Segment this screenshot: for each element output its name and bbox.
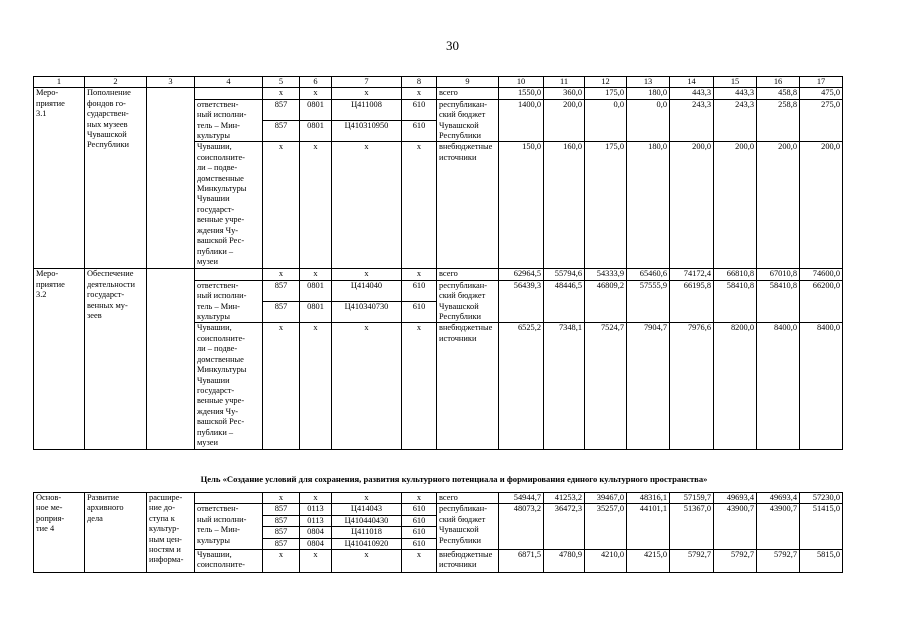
- year-value-cell: 200,0: [800, 142, 843, 269]
- column-number-cell: 5: [263, 77, 300, 88]
- table-row: [34, 269, 843, 280]
- grbs-code-cell: 857: [263, 504, 300, 515]
- source-label-cell: республикан- ский бюджет Чувашской Республики: [437, 504, 499, 550]
- executor-cell: Чувашии, соисполните-: [195, 550, 263, 573]
- year-value-cell: 67010,8: [757, 269, 800, 280]
- section-code-cell: x: [300, 269, 332, 280]
- section-code-cell: 0113: [300, 504, 332, 515]
- target-article-cell: Ц410440430: [332, 515, 402, 526]
- section-code-cell: x: [300, 142, 332, 269]
- year-value-cell: 360,0: [544, 88, 585, 99]
- source-label-cell: внебюджетные источники: [437, 142, 499, 269]
- year-value-cell: 180,0: [627, 142, 670, 269]
- year-value-cell: 1550,0: [499, 88, 544, 99]
- expense-type-cell: 610: [402, 515, 437, 526]
- year-value-cell: 57230,0: [800, 493, 843, 504]
- year-value-cell: 243,3: [670, 99, 714, 142]
- grbs-code-cell: 857: [263, 121, 300, 142]
- year-value-cell: 258,8: [757, 99, 800, 142]
- column-number-cell: 10: [499, 77, 544, 88]
- year-value-cell: 175,0: [585, 88, 627, 99]
- page-number: 30: [446, 38, 459, 53]
- executor-cell: ответствен- ный исполни- тель – Мин- культуры: [195, 504, 263, 550]
- program-table-part-1: [33, 76, 843, 450]
- year-value-cell: 0,0: [627, 99, 670, 142]
- year-value-cell: 57159,7: [670, 493, 714, 504]
- section-code-cell: x: [300, 550, 332, 573]
- year-value-cell: 54333,9: [585, 269, 627, 280]
- source-label-cell: республикан- ский бюджет Чувашской Республики: [437, 280, 499, 323]
- year-value-cell: 443,3: [670, 88, 714, 99]
- executor-cell: Чувашии, соисполните- ли – подве- домственные Минкультуры Чувашии государст- венные учре- ждения Чу- вашской Рес- публики – музеи: [195, 323, 263, 450]
- grbs-code-cell: x: [263, 493, 300, 504]
- year-value-cell: 275,0: [800, 99, 843, 142]
- year-value-cell: 1400,0: [499, 99, 544, 142]
- year-value-cell: 54944,7: [499, 493, 544, 504]
- target-article-cell: x: [332, 323, 402, 450]
- executor-blank-cell: [195, 88, 263, 99]
- target-article-cell: x: [332, 550, 402, 573]
- section-code-cell: x: [300, 323, 332, 450]
- year-value-cell: 443,3: [714, 88, 757, 99]
- expense-type-cell: x: [402, 493, 437, 504]
- year-value-cell: 7524,7: [585, 323, 627, 450]
- expense-type-cell: x: [402, 269, 437, 280]
- year-value-cell: 4215,0: [627, 550, 670, 573]
- target-article-cell: Ц410410920: [332, 538, 402, 549]
- target-article-cell: Ц411008: [332, 99, 402, 120]
- year-value-cell: 49693,4: [757, 493, 800, 504]
- year-value-cell: 48446,5: [544, 280, 585, 323]
- grbs-code-cell: x: [263, 323, 300, 450]
- year-value-cell: 6525,2: [499, 323, 544, 450]
- section-code-cell: 0113: [300, 515, 332, 526]
- section-code-cell: 0801: [300, 302, 332, 323]
- year-value-cell: 180,0: [627, 88, 670, 99]
- program-table-part-2: [33, 492, 843, 573]
- column-number-row: [34, 77, 843, 88]
- executor-cell: ответствен- ный исполни- тель – Мин- культуры: [195, 280, 263, 323]
- year-value-cell: 150,0: [499, 142, 544, 269]
- grbs-code-cell: x: [263, 550, 300, 573]
- target-article-cell: Ц410340730: [332, 302, 402, 323]
- expense-type-cell: 610: [402, 121, 437, 142]
- column-number-cell: 2: [85, 77, 147, 88]
- year-value-cell: 43900,7: [714, 504, 757, 550]
- year-value-cell: 5792,7: [757, 550, 800, 573]
- year-value-cell: 5792,7: [670, 550, 714, 573]
- column-number-cell: 11: [544, 77, 585, 88]
- executor-cell: ответствен- ный исполни- тель – Мин- культуры: [195, 99, 263, 142]
- year-value-cell: 4210,0: [585, 550, 627, 573]
- target-article-cell: Ц410310950: [332, 121, 402, 142]
- year-value-cell: 458,8: [757, 88, 800, 99]
- executor-blank-cell: [195, 269, 263, 280]
- year-value-cell: 200,0: [544, 99, 585, 142]
- target-article-cell: Ц411018: [332, 527, 402, 538]
- expense-type-cell: 610: [402, 504, 437, 515]
- year-value-cell: 43900,7: [757, 504, 800, 550]
- target-article-cell: x: [332, 269, 402, 280]
- goal-heading: Цель «Создание условий для сохранения, развития культурного потенциала и формирования единого культурного пространства»: [200, 474, 708, 484]
- year-value-cell: 49693,4: [714, 493, 757, 504]
- target-article-cell: x: [332, 88, 402, 99]
- expense-type-cell: 610: [402, 538, 437, 549]
- section-code-cell: x: [300, 88, 332, 99]
- section-code-cell: 0801: [300, 280, 332, 301]
- activity-goal-cell: [147, 269, 195, 450]
- expense-type-cell: 610: [402, 527, 437, 538]
- year-value-cell: 55794,6: [544, 269, 585, 280]
- target-article-cell: Ц414043: [332, 504, 402, 515]
- expense-type-cell: x: [402, 142, 437, 269]
- section-code-cell: x: [300, 493, 332, 504]
- target-article-cell: Ц414040: [332, 280, 402, 301]
- target-article-cell: x: [332, 493, 402, 504]
- source-label-cell: внебюджетные источники: [437, 550, 499, 573]
- column-number-cell: 1: [34, 77, 85, 88]
- year-value-cell: 5792,7: [714, 550, 757, 573]
- grbs-code-cell: 857: [263, 302, 300, 323]
- column-number-cell: 15: [714, 77, 757, 88]
- activity-id-cell: Меро- приятие 3.1: [34, 88, 85, 269]
- year-value-cell: 48073,2: [499, 504, 544, 550]
- column-number-cell: 6: [300, 77, 332, 88]
- year-value-cell: 200,0: [714, 142, 757, 269]
- activity-name-cell: Развитие архивного дела: [85, 493, 147, 573]
- year-value-cell: 243,3: [714, 99, 757, 142]
- year-value-cell: 475,0: [800, 88, 843, 99]
- year-value-cell: 7348,1: [544, 323, 585, 450]
- year-value-cell: 74600,0: [800, 269, 843, 280]
- year-value-cell: 65460,6: [627, 269, 670, 280]
- column-number-cell: 17: [800, 77, 843, 88]
- expense-type-cell: x: [402, 323, 437, 450]
- year-value-cell: 7904,7: [627, 323, 670, 450]
- activity-id-cell: Основ- ное ме- роприя- тие 4: [34, 493, 85, 573]
- grbs-code-cell: 857: [263, 527, 300, 538]
- source-label-cell: всего: [437, 88, 499, 99]
- column-number-cell: 4: [195, 77, 263, 88]
- year-value-cell: 8400,0: [800, 323, 843, 450]
- expense-type-cell: x: [402, 550, 437, 573]
- year-value-cell: 8400,0: [757, 323, 800, 450]
- expense-type-cell: 610: [402, 280, 437, 301]
- year-value-cell: 66810,8: [714, 269, 757, 280]
- column-number-cell: 12: [585, 77, 627, 88]
- grbs-code-cell: x: [263, 88, 300, 99]
- year-value-cell: 7976,6: [670, 323, 714, 450]
- grbs-code-cell: 857: [263, 538, 300, 549]
- expense-type-cell: x: [402, 88, 437, 99]
- executor-blank-cell: [195, 493, 263, 504]
- expense-type-cell: 610: [402, 302, 437, 323]
- source-label-cell: всего: [437, 269, 499, 280]
- year-value-cell: 66195,8: [670, 280, 714, 323]
- column-number-cell: 9: [437, 77, 499, 88]
- activity-goal-cell: расшире- ние до- ступа к культур- ным цен- ностям и информа-: [147, 493, 195, 573]
- year-value-cell: 200,0: [670, 142, 714, 269]
- year-value-cell: 51367,0: [670, 504, 714, 550]
- table-row: [34, 88, 843, 99]
- year-value-cell: 58410,8: [757, 280, 800, 323]
- column-number-cell: 16: [757, 77, 800, 88]
- year-value-cell: 66200,0: [800, 280, 843, 323]
- section-code-cell: 0801: [300, 99, 332, 120]
- year-value-cell: 200,0: [757, 142, 800, 269]
- column-number-cell: 3: [147, 77, 195, 88]
- year-value-cell: 44101,1: [627, 504, 670, 550]
- year-value-cell: 39467,0: [585, 493, 627, 504]
- year-value-cell: 0,0: [585, 99, 627, 142]
- activity-name-cell: Пополнение фондов го- сударствен- ных музеев Чувашской Республики: [85, 88, 147, 269]
- grbs-code-cell: 857: [263, 99, 300, 120]
- grbs-code-cell: x: [263, 269, 300, 280]
- year-value-cell: 6871,5: [499, 550, 544, 573]
- expense-type-cell: 610: [402, 99, 437, 120]
- year-value-cell: 62964,5: [499, 269, 544, 280]
- year-value-cell: 74172,4: [670, 269, 714, 280]
- year-value-cell: 51415,0: [800, 504, 843, 550]
- target-article-cell: x: [332, 142, 402, 269]
- activity-id-cell: Меро- приятие 3.2: [34, 269, 85, 450]
- section-code-cell: 0801: [300, 121, 332, 142]
- year-value-cell: 35257,0: [585, 504, 627, 550]
- section-code-cell: 0804: [300, 527, 332, 538]
- column-number-cell: 14: [670, 77, 714, 88]
- column-number-cell: 8: [402, 77, 437, 88]
- year-value-cell: 56439,3: [499, 280, 544, 323]
- year-value-cell: 175,0: [585, 142, 627, 269]
- table-row: [34, 493, 843, 504]
- year-value-cell: 58410,8: [714, 280, 757, 323]
- activity-name-cell: Обеспечение деятельности государст- венных му- зеев: [85, 269, 147, 450]
- year-value-cell: 160,0: [544, 142, 585, 269]
- source-label-cell: республикан- ский бюджет Чувашской Республики: [437, 99, 499, 142]
- grbs-code-cell: x: [263, 142, 300, 269]
- year-value-cell: 46809,2: [585, 280, 627, 323]
- section-code-cell: 0804: [300, 538, 332, 549]
- column-number-cell: 7: [332, 77, 402, 88]
- year-value-cell: 41253,2: [544, 493, 585, 504]
- activity-goal-cell: [147, 88, 195, 269]
- year-value-cell: 48316,1: [627, 493, 670, 504]
- source-label-cell: всего: [437, 493, 499, 504]
- grbs-code-cell: 857: [263, 515, 300, 526]
- year-value-cell: 8200,0: [714, 323, 757, 450]
- year-value-cell: 5815,0: [800, 550, 843, 573]
- year-value-cell: 36472,3: [544, 504, 585, 550]
- grbs-code-cell: 857: [263, 280, 300, 301]
- executor-cell: Чувашии, соисполните- ли – подве- домственные Минкультуры Чувашии государст- венные учре- ждения Чу- вашской Рес- публики – музеи: [195, 142, 263, 269]
- year-value-cell: 4780,9: [544, 550, 585, 573]
- column-number-cell: 13: [627, 77, 670, 88]
- source-label-cell: внебюджетные источники: [437, 323, 499, 450]
- year-value-cell: 57555,9: [627, 280, 670, 323]
